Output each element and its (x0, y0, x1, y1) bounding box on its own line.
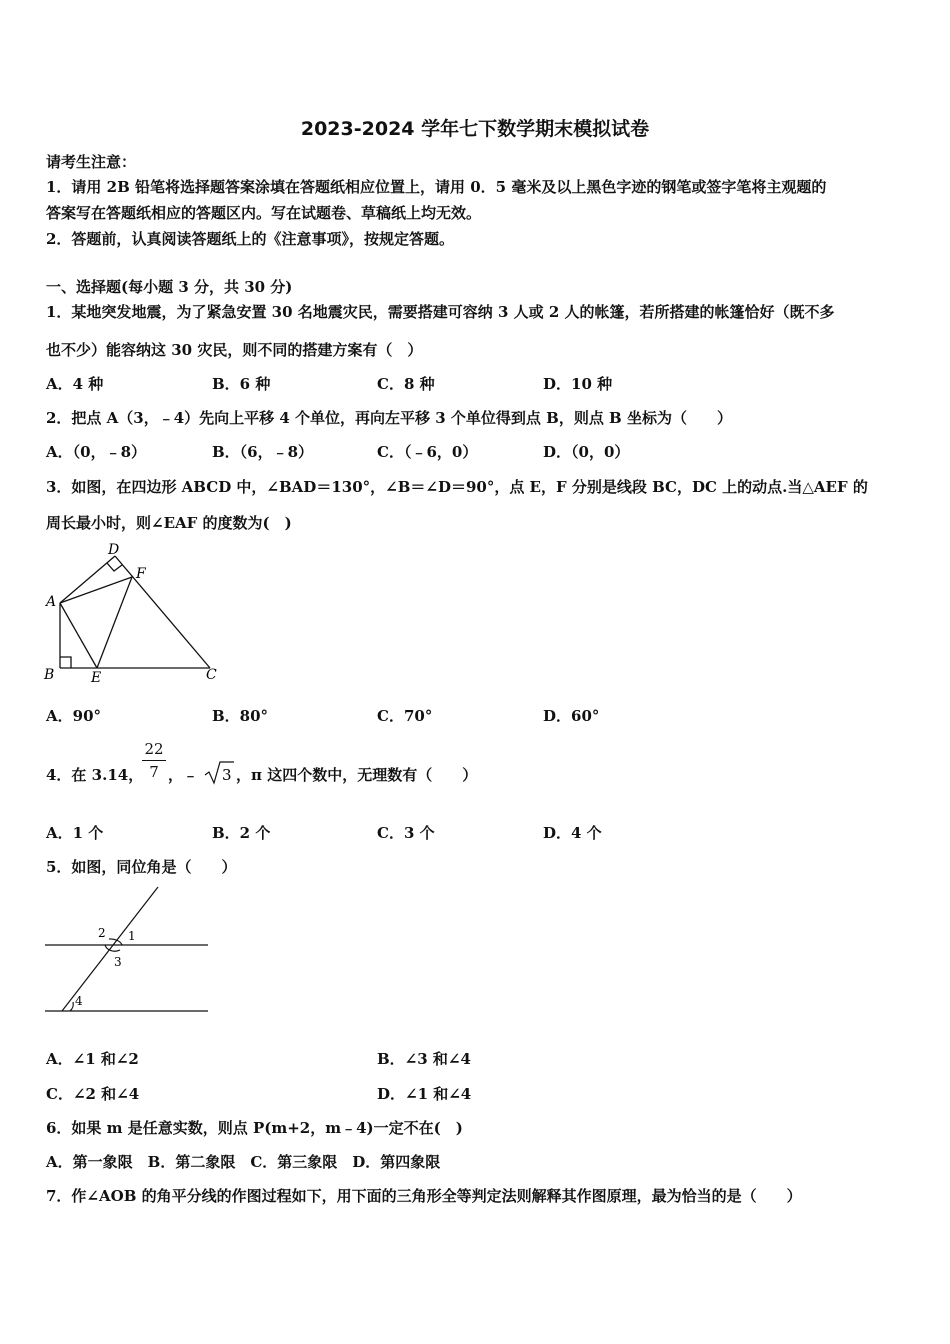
sqrt-sign (204, 760, 234, 786)
sqrt-radicand: 3 (222, 766, 232, 784)
q4-option-d: D．4 个 (543, 824, 602, 842)
side-dc (115, 556, 210, 668)
notice-line-1: 1．请用 2B 铅笔将选择题答案涂填在答题纸相应位置上，请用 0．5 毫米及以上黑色字迹的钢笔或签字笔将主观题的 (46, 178, 827, 196)
q3-stem-line1: 3．如图，在四边形 ABCD 中，∠BAD＝130°，∠B＝∠D＝90°，点 E，F 分别是线段 BC，DC 上的动点.当△AEF 的 (46, 478, 868, 496)
q6-options: A．第一象限 B．第二象限 C．第三象限 D．第四象限 (46, 1153, 441, 1171)
transversal (62, 887, 158, 1011)
q2-stem: 2．把点 A（3，﹣4）先向上平移 4 个单位，再向左平移 3 个单位得到点 B，则点 B 坐标为（ ） (46, 409, 732, 427)
q4-stem-suffix: ，π 这四个数中，无理数有（ ） (236, 766, 478, 784)
q4-stem-middle: ，﹣ (168, 766, 199, 784)
q1-option-b: B．6 种 (212, 375, 271, 393)
q5-stem: 5．如图，同位角是（ ） (46, 858, 237, 876)
q1-stem-line2: 也不少）能容纳这 30 灾民，则不同的搭建方案有（ ） (46, 341, 423, 359)
q4-stem-prefix: 4．在 3.14， (46, 766, 144, 784)
segment-ae (60, 603, 97, 668)
angle-label-1: 1 (128, 929, 136, 943)
fraction-denominator: 7 (149, 763, 159, 781)
q7-stem: 7．作∠AOB 的角平分线的作图过程如下，用下面的三角形全等判定法则解释其作图原理，最为恰当的是（ ） (46, 1187, 802, 1205)
label-e: E (91, 670, 102, 686)
q5-parallel-lines-figure (40, 882, 215, 1017)
label-c: C (206, 667, 217, 683)
q5-option-d: D．∠1 和∠4 (377, 1085, 472, 1103)
q5-option-b: B．∠3 和∠4 (377, 1050, 471, 1068)
fraction-bar (142, 760, 166, 761)
q3-quadrilateral-figure (40, 540, 230, 685)
segment-af (60, 577, 132, 603)
q1-option-d: D．10 种 (543, 375, 613, 393)
label-f: F (136, 566, 146, 582)
q4-option-c: C．3 个 (377, 824, 435, 842)
label-a: A (46, 594, 57, 610)
q4-option-a: A．1 个 (46, 824, 104, 842)
q3-option-c: C．70° (377, 707, 433, 725)
page-title: 2023-2024 学年七下数学期末模拟试卷 (300, 118, 650, 140)
section-heading: 一、选择题(每小题 3 分，共 30 分) (46, 278, 293, 296)
q2-option-b: B．（6，﹣8） (212, 443, 314, 461)
q5-option-c: C．∠2 和∠4 (46, 1085, 140, 1103)
side-ad (60, 556, 115, 603)
q3-option-d: D．60° (543, 707, 600, 725)
angle-label-3: 3 (114, 955, 122, 969)
q3-stem-line2: 周长最小时，则∠EAF 的度数为( ) (46, 514, 292, 532)
q2-option-c: C．（﹣6，0） (377, 443, 478, 461)
fraction-numerator: 22 (144, 740, 164, 758)
q5-option-a: A．∠1 和∠2 (46, 1050, 139, 1068)
q3-option-b: B．80° (212, 707, 269, 725)
q1-option-c: C．8 种 (377, 375, 435, 393)
notice-line-2: 答案写在答题纸相应的答题区内。写在试题卷、草稿纸上均无效。 (46, 204, 482, 222)
label-b: B (44, 667, 55, 683)
q4-option-b: B．2 个 (212, 824, 271, 842)
label-d: D (108, 542, 120, 558)
notice-line-3: 2．答题前，认真阅读答题纸上的《注意事项》，按规定答题。 (46, 230, 454, 248)
q3-option-a: A．90° (46, 707, 102, 725)
notice-heading: 请考生注意： (46, 153, 137, 171)
segment-ef (97, 577, 132, 668)
fraction-22-over-7 (142, 740, 166, 781)
angle-label-2: 2 (98, 926, 106, 940)
q1-option-a: A．4 种 (46, 375, 104, 393)
q2-option-a: A．（0，﹣8） (46, 443, 147, 461)
angle-arc-4 (70, 1002, 73, 1011)
q1-stem-line1: 1．某地突发地震，为了紧急安置 30 名地震灾民，需要搭建可容纳 3 人或 2 人的帐篷，若所搭建的帐篷恰好（既不多 (46, 303, 835, 321)
q2-option-d: D．（0，0） (543, 443, 630, 461)
right-angle-mark-b (60, 657, 71, 668)
angle-label-4: 4 (75, 994, 83, 1008)
right-angle-mark-d (107, 563, 122, 571)
q6-stem: 6．如果 m 是任意实数，则点 P(m+2，m﹣4)一定不在( ) (46, 1119, 463, 1137)
